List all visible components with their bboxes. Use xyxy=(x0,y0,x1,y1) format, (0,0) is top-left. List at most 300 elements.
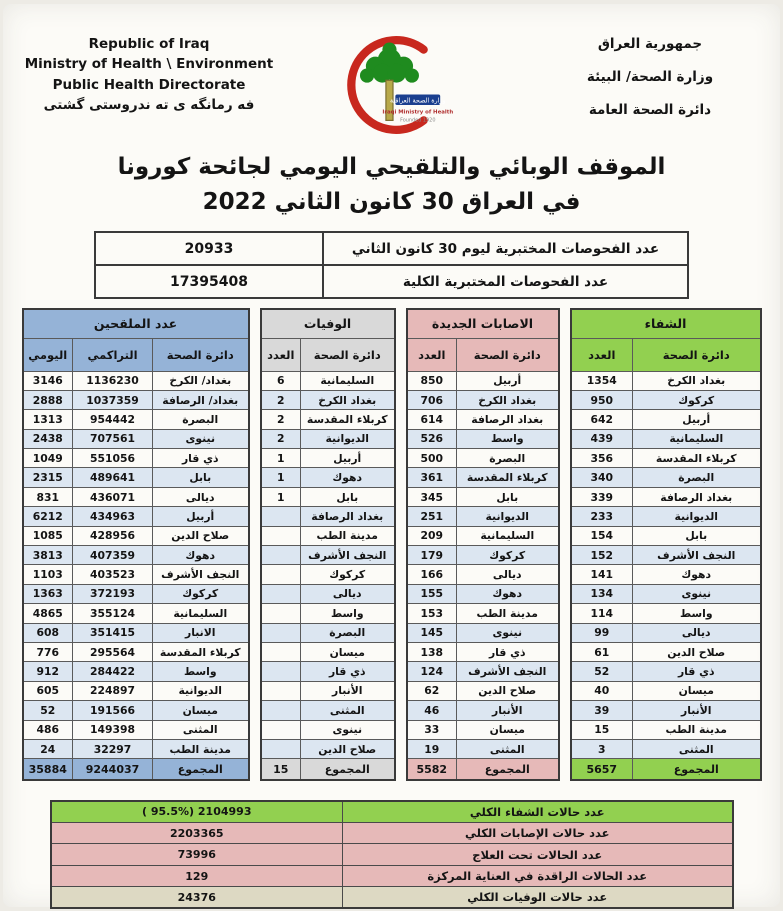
table-row xyxy=(261,487,395,506)
value-cell: 145 xyxy=(407,623,457,642)
directorate-cell: الديوانية xyxy=(301,429,395,448)
directorate-cell: الديوانية xyxy=(633,507,761,526)
directorate-name-ar: دائرة الصحة العامة xyxy=(588,102,712,118)
total-deaths-row xyxy=(51,887,733,909)
table-row xyxy=(23,604,249,623)
logo-badge-arabic: وزارة الصحة العراقية xyxy=(389,96,446,105)
table-row xyxy=(23,390,249,409)
directorate-cell: الديوانية xyxy=(457,507,559,526)
value-cell xyxy=(261,623,301,642)
value-cell xyxy=(261,604,301,623)
value-cell: 152 xyxy=(571,546,633,565)
value-cell: 1 xyxy=(261,449,301,468)
value-cell: 224897 xyxy=(73,681,153,700)
directorate-cell: ذي قار xyxy=(301,662,395,681)
table-row xyxy=(571,449,761,468)
directorate-cell: المثنى xyxy=(153,720,249,739)
directorate-cell: صلاح الدين xyxy=(301,739,395,758)
table-row xyxy=(261,526,395,545)
value-cell: 153 xyxy=(407,604,457,623)
table-row xyxy=(23,662,249,681)
value-cell: 954442 xyxy=(73,410,153,429)
value-cell: 149398 xyxy=(73,720,153,739)
directorate-cell: بابل xyxy=(457,487,559,506)
totals-summary-table xyxy=(50,800,734,910)
value-cell: 1136230 xyxy=(73,371,153,390)
table-row xyxy=(571,623,761,642)
table-row xyxy=(261,410,395,429)
directorate-cell: واسط xyxy=(457,429,559,448)
value-cell: 950 xyxy=(571,390,633,409)
directorate-cell: ذي قار xyxy=(633,662,761,681)
column-header-daily: اليومي xyxy=(23,338,73,371)
directorate-cell: بغداد الكرخ xyxy=(633,371,761,390)
table-row xyxy=(261,739,395,758)
column-header-count: العدد xyxy=(571,338,633,371)
table-row xyxy=(23,642,249,661)
table-row xyxy=(407,546,559,565)
ministry-name-en: Ministry of Health \ Environment xyxy=(24,56,274,73)
value-cell: 209 xyxy=(407,526,457,545)
table-row xyxy=(261,390,395,409)
value-cell: 2 xyxy=(261,410,301,429)
table-row xyxy=(261,584,395,603)
table-row xyxy=(23,681,249,700)
column-header-cumulative: التراكمي xyxy=(73,338,153,371)
directorate-cell: دهوك xyxy=(153,546,249,565)
under-treatment-row xyxy=(51,844,733,866)
table-row xyxy=(23,739,249,758)
total-label: المجموع xyxy=(301,759,395,780)
table-row xyxy=(571,701,761,720)
directorate-cell: المثنى xyxy=(301,701,395,720)
value-cell: 436071 xyxy=(73,487,153,506)
value-cell: 1363 xyxy=(23,584,73,603)
value-cell: 2315 xyxy=(23,468,73,487)
icu-cases-row xyxy=(51,865,733,887)
total-cases-row xyxy=(51,822,733,844)
value-cell: 850 xyxy=(407,371,457,390)
directorate-cell: نينوى xyxy=(301,720,395,739)
value-cell xyxy=(261,565,301,584)
directorate-cell: ذي قار xyxy=(153,449,249,468)
ministry-of-health-logo xyxy=(332,26,454,144)
value-cell: 32297 xyxy=(73,739,153,758)
total-label: المجموع xyxy=(153,759,249,780)
table-row xyxy=(261,642,395,661)
summary-label: عدد الحالات الراقدة في العناية المركزة xyxy=(343,865,733,887)
value-cell: 1313 xyxy=(23,410,73,429)
value-cell: 340 xyxy=(571,468,633,487)
summary-value: 2203365 xyxy=(51,822,343,844)
directorate-cell: ميسان xyxy=(153,701,249,720)
summary-label: عدد حالات الوفيات الكلي xyxy=(343,887,733,909)
table-row xyxy=(571,584,761,603)
value-cell: 489641 xyxy=(73,468,153,487)
value-cell xyxy=(261,526,301,545)
table-row xyxy=(23,623,249,642)
directorate-cell: السليمانية xyxy=(633,429,761,448)
table-row xyxy=(407,681,559,700)
directorate-cell: البصرة xyxy=(301,623,395,642)
table-row xyxy=(23,371,249,390)
value-cell: 155 xyxy=(407,584,457,603)
value-cell xyxy=(261,642,301,661)
total-tests-label: عدد الفحوصات المختبرية الكلية xyxy=(323,265,688,298)
column-header-directorate: دائرة الصحة xyxy=(633,338,761,371)
table-row xyxy=(407,429,559,448)
table-row xyxy=(407,526,559,545)
value-cell: 295564 xyxy=(73,642,153,661)
total-value: 15 xyxy=(261,759,301,780)
value-cell: 486 xyxy=(23,720,73,739)
value-cell: 19 xyxy=(407,739,457,758)
logo-badge-founded: Founded 1920 xyxy=(399,117,435,124)
value-cell: 403523 xyxy=(73,565,153,584)
table-row xyxy=(407,623,559,642)
value-cell xyxy=(261,701,301,720)
deaths-table-title: الوفيات xyxy=(261,309,395,338)
vaccinated-table-title: عدد الملقحين xyxy=(23,309,249,338)
table-row xyxy=(261,468,395,487)
table-row xyxy=(23,429,249,448)
column-header-directorate: دائرة الصحة xyxy=(301,338,395,371)
table-row xyxy=(407,604,559,623)
directorate-cell: النجف الأشرف xyxy=(633,546,761,565)
directorate-cell: بابل xyxy=(633,526,761,545)
value-cell: 361 xyxy=(407,468,457,487)
summary-value: ( 95.5%) 2104993 xyxy=(51,801,343,823)
directorate-cell: دهوك xyxy=(457,584,559,603)
logo-badge-english: Iraqi Ministry of Health xyxy=(381,109,453,116)
table-row xyxy=(261,604,395,623)
value-cell: 372193 xyxy=(73,584,153,603)
table-row xyxy=(407,468,559,487)
value-cell: 46 xyxy=(407,701,457,720)
directorate-cell: الانبار xyxy=(153,623,249,642)
total-tests-value: 17395408 xyxy=(95,265,323,298)
value-cell: 642 xyxy=(571,410,633,429)
vaccinated-table xyxy=(22,308,250,781)
recovery-table xyxy=(570,308,762,781)
directorate-cell: السليمانية xyxy=(153,604,249,623)
value-cell: 62 xyxy=(407,681,457,700)
report-title-line1: الموقف الوبائي والتلقيحي اليومي لجائحة كورونا xyxy=(117,154,666,180)
value-cell: 608 xyxy=(23,623,73,642)
directorate-cell: السليمانية xyxy=(457,526,559,545)
table-row xyxy=(407,662,559,681)
directorate-cell: أربيل xyxy=(153,507,249,526)
ministry-name-ar: وزارة الصحة/ البيئة xyxy=(586,69,714,85)
value-cell: 351415 xyxy=(73,623,153,642)
report-title-line2: في العراق 30 كانون الثاني 2022 xyxy=(202,188,581,215)
table-row xyxy=(261,623,395,642)
new-infections-table xyxy=(406,308,560,781)
letterhead-english xyxy=(13,26,285,115)
value-cell: 191566 xyxy=(73,701,153,720)
table-row xyxy=(23,526,249,545)
summary-value: 73996 xyxy=(51,844,343,866)
directorate-cell: بغداد الرصافة xyxy=(301,507,395,526)
table-row xyxy=(23,487,249,506)
table-row xyxy=(407,642,559,661)
total-cumulative-value: 9244037 xyxy=(73,759,153,780)
table-row xyxy=(261,565,395,584)
daily-tests-label: عدد الفحوصات المختبرية ليوم 30 كانون الثاني xyxy=(323,232,688,265)
value-cell: 407359 xyxy=(73,546,153,565)
total-value: 5657 xyxy=(571,759,633,780)
lab-tests-table xyxy=(94,231,689,299)
table-row xyxy=(571,565,761,584)
table-row xyxy=(261,371,395,390)
directorate-name-kurdish: فه رمانگه ی ته ندروستی گشتی xyxy=(43,96,255,113)
value-cell: 15 xyxy=(571,720,633,739)
value-cell: 831 xyxy=(23,487,73,506)
table-row xyxy=(261,546,395,565)
value-cell: 345 xyxy=(407,487,457,506)
directorate-cell: النجف الأشرف xyxy=(153,565,249,584)
value-cell: 138 xyxy=(407,642,457,661)
directorate-cell: مدينة الطب xyxy=(301,526,395,545)
value-cell: 124 xyxy=(407,662,457,681)
directorate-cell: بغداد/ الرصافة xyxy=(153,390,249,409)
directorate-cell: بغداد الكرخ xyxy=(301,390,395,409)
directorate-cell: الأنبار xyxy=(633,701,761,720)
total-label: المجموع xyxy=(633,759,761,780)
value-cell: 33 xyxy=(407,720,457,739)
directorate-cell: واسط xyxy=(153,662,249,681)
value-cell: 1049 xyxy=(23,449,73,468)
column-header-count: العدد xyxy=(261,338,301,371)
recovery-table-title: الشفاء xyxy=(571,309,761,338)
value-cell: 233 xyxy=(571,507,633,526)
value-cell xyxy=(261,681,301,700)
value-cell xyxy=(261,507,301,526)
directorate-cell: صلاح الدين xyxy=(633,642,761,661)
table-row xyxy=(571,739,761,758)
directorate-cell: المثنى xyxy=(457,739,559,758)
value-cell: 6212 xyxy=(23,507,73,526)
value-cell: 52 xyxy=(571,662,633,681)
table-row xyxy=(261,662,395,681)
value-cell: 3813 xyxy=(23,546,73,565)
table-row xyxy=(261,449,395,468)
value-cell: 2888 xyxy=(23,390,73,409)
letterhead xyxy=(3,20,780,148)
table-row xyxy=(23,449,249,468)
directorate-cell: الديوانية xyxy=(153,681,249,700)
table-row xyxy=(571,720,761,739)
directorate-cell: بغداد الرصافة xyxy=(457,410,559,429)
table-row xyxy=(571,487,761,506)
value-cell: 356 xyxy=(571,449,633,468)
summary-value: 24376 xyxy=(51,887,343,909)
directorate-cell: بغداد الرصافة xyxy=(633,487,761,506)
value-cell: 61 xyxy=(571,642,633,661)
directorate-cell: ديالى xyxy=(153,487,249,506)
report-sheet xyxy=(3,4,780,907)
table-row xyxy=(407,449,559,468)
directorate-cell: صلاح الدين xyxy=(457,681,559,700)
table-row xyxy=(407,410,559,429)
value-cell: 605 xyxy=(23,681,73,700)
province-tables xyxy=(3,308,780,781)
country-name-ar: جمهورية العراق xyxy=(597,36,703,52)
value-cell xyxy=(261,662,301,681)
table-row xyxy=(407,371,559,390)
total-label: المجموع xyxy=(457,759,559,780)
directorate-cell: كركوك xyxy=(301,565,395,584)
value-cell: 776 xyxy=(23,642,73,661)
value-cell: 339 xyxy=(571,487,633,506)
deaths-table xyxy=(260,308,396,781)
value-cell: 40 xyxy=(571,681,633,700)
directorate-cell: بابل xyxy=(153,468,249,487)
value-cell: 166 xyxy=(407,565,457,584)
table-row xyxy=(95,265,688,298)
directorate-cell: البصرة xyxy=(633,468,761,487)
value-cell: 3146 xyxy=(23,371,73,390)
directorate-name-en: Public Health Directorate xyxy=(52,76,246,93)
value-cell: 707561 xyxy=(73,429,153,448)
value-cell: 912 xyxy=(23,662,73,681)
value-cell: 2 xyxy=(261,429,301,448)
table-row xyxy=(571,371,761,390)
directorate-cell: الأنبار xyxy=(457,701,559,720)
value-cell: 2438 xyxy=(23,429,73,448)
directorate-cell: الأنبار xyxy=(301,681,395,700)
table-row xyxy=(23,507,249,526)
letterhead-arabic xyxy=(534,26,766,135)
table-row xyxy=(571,507,761,526)
value-cell: 614 xyxy=(407,410,457,429)
directorate-cell: نينوى xyxy=(457,623,559,642)
directorate-cell: واسط xyxy=(633,604,761,623)
table-row xyxy=(261,507,395,526)
table-row xyxy=(571,681,761,700)
directorate-cell: مدينة الطب xyxy=(457,604,559,623)
table-row xyxy=(95,232,688,265)
directorate-cell: مدينة الطب xyxy=(633,720,761,739)
value-cell: 1037359 xyxy=(73,390,153,409)
table-row xyxy=(407,739,559,758)
directorate-cell: المثنى xyxy=(633,739,761,758)
directorate-cell: النجف الأشرف xyxy=(301,546,395,565)
table-row xyxy=(407,507,559,526)
directorate-cell: ميسان xyxy=(301,642,395,661)
table-row xyxy=(571,642,761,661)
column-header-directorate: دائرة الصحة xyxy=(153,338,249,371)
total-row xyxy=(571,759,761,780)
directorate-cell: بغداد الكرخ xyxy=(457,390,559,409)
value-cell: 439 xyxy=(571,429,633,448)
value-cell: 706 xyxy=(407,390,457,409)
value-cell: 500 xyxy=(407,449,457,468)
directorate-cell: نينوى xyxy=(633,584,761,603)
value-cell xyxy=(261,739,301,758)
table-row xyxy=(23,565,249,584)
table-row xyxy=(571,390,761,409)
column-header-directorate: دائرة الصحة xyxy=(457,338,559,371)
table-row xyxy=(407,720,559,739)
directorate-cell: البصرة xyxy=(457,449,559,468)
directorate-cell: ديالى xyxy=(633,623,761,642)
table-row xyxy=(23,584,249,603)
table-row xyxy=(407,390,559,409)
value-cell: 1085 xyxy=(23,526,73,545)
value-cell: 99 xyxy=(571,623,633,642)
directorate-cell: النجف الأشرف xyxy=(457,662,559,681)
table-row xyxy=(261,681,395,700)
directorate-cell: كركوك xyxy=(633,390,761,409)
value-cell: 3 xyxy=(571,739,633,758)
value-cell: 1103 xyxy=(23,565,73,584)
directorate-cell: كركوك xyxy=(457,546,559,565)
summary-label: عدد حالات الإصابات الكلي xyxy=(343,822,733,844)
value-cell: 4865 xyxy=(23,604,73,623)
total-row xyxy=(23,759,249,780)
value-cell: 1 xyxy=(261,468,301,487)
table-row xyxy=(571,468,761,487)
directorate-cell: ميسان xyxy=(633,681,761,700)
value-cell: 551056 xyxy=(73,449,153,468)
table-row xyxy=(571,604,761,623)
value-cell: 114 xyxy=(571,604,633,623)
table-row xyxy=(407,584,559,603)
directorate-cell: كربلاء المقدسة xyxy=(633,449,761,468)
directorate-cell: البصرة xyxy=(153,410,249,429)
directorate-cell: صلاح الدين xyxy=(153,526,249,545)
table-row xyxy=(407,487,559,506)
table-row xyxy=(571,662,761,681)
directorate-cell: أربيل xyxy=(457,371,559,390)
directorate-cell: دهوك xyxy=(633,565,761,584)
daily-tests-value: 20933 xyxy=(95,232,323,265)
directorate-cell: دهوك xyxy=(301,468,395,487)
value-cell: 6 xyxy=(261,371,301,390)
table-row xyxy=(407,565,559,584)
directorate-cell: كركوك xyxy=(153,584,249,603)
table-row xyxy=(23,410,249,429)
summary-label: عدد الحالات تحت العلاج xyxy=(343,844,733,866)
directorate-cell: نينوى xyxy=(153,429,249,448)
value-cell: 526 xyxy=(407,429,457,448)
table-row xyxy=(571,410,761,429)
value-cell: 1354 xyxy=(571,371,633,390)
directorate-cell: ديالى xyxy=(301,584,395,603)
directorate-cell: أربيل xyxy=(301,449,395,468)
summary-value: 129 xyxy=(51,865,343,887)
table-row xyxy=(23,701,249,720)
table-row xyxy=(571,526,761,545)
total-row xyxy=(261,759,395,780)
total-recoveries-row xyxy=(51,801,733,823)
table-row xyxy=(571,429,761,448)
table-row xyxy=(23,546,249,565)
table-row xyxy=(261,720,395,739)
value-cell: 2 xyxy=(261,390,301,409)
directorate-cell: بابل xyxy=(301,487,395,506)
directorate-cell: ذي قار xyxy=(457,642,559,661)
table-row xyxy=(23,720,249,739)
directorate-cell: كربلاء المقدسة xyxy=(301,410,395,429)
value-cell xyxy=(261,584,301,603)
infections-table-title: الاصابات الجديدة xyxy=(407,309,559,338)
total-daily-value: 35884 xyxy=(23,759,73,780)
value-cell: 179 xyxy=(407,546,457,565)
value-cell: 134 xyxy=(571,584,633,603)
value-cell: 434963 xyxy=(73,507,153,526)
